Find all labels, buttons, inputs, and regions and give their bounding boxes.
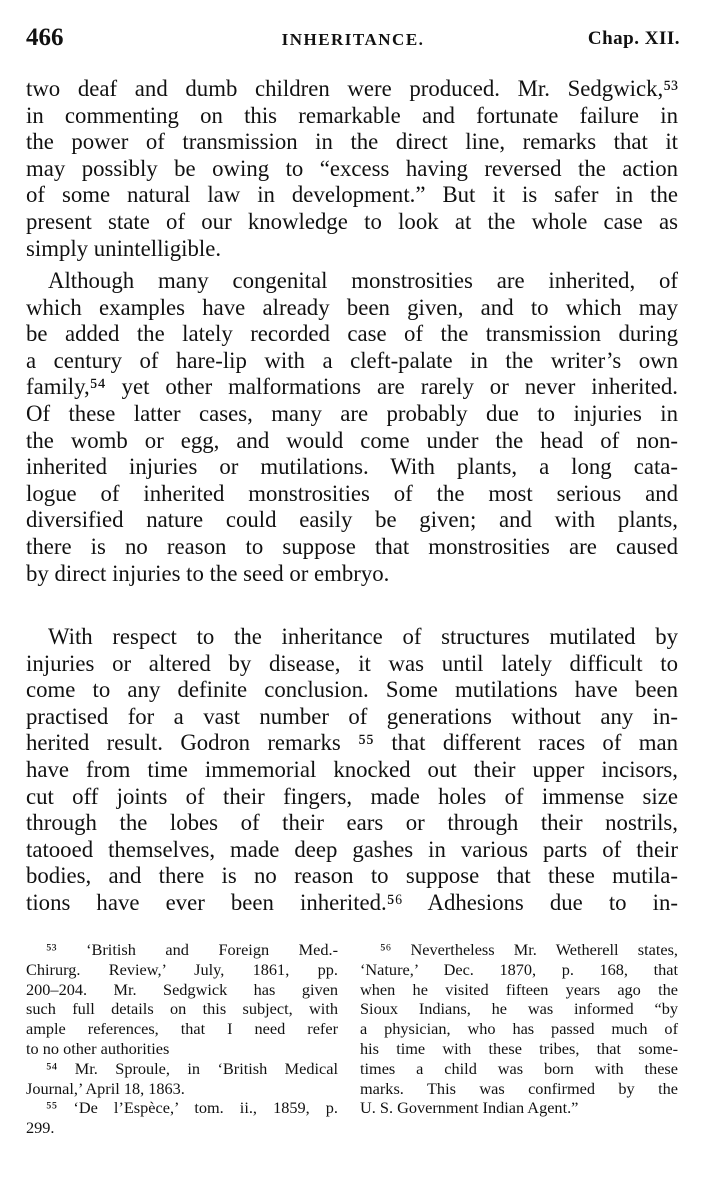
text-line: may possibly be owing to “excess having reversed the action xyxy=(26,155,678,181)
footnote-line: ⁵⁶ Nevertheless Mr. Wetherell states, xyxy=(380,940,678,959)
text-line: be added the lately recorded case of the transmission during xyxy=(26,321,678,347)
text-line: in commenting on this remarkable and fortunate failure in xyxy=(26,102,678,128)
text-line: have from time immemorial knocked out their upper incisors, xyxy=(26,756,678,782)
footnote-line: when he visited fifteen years ago the xyxy=(360,979,678,999)
footnote-line: to no other authorities xyxy=(26,1038,170,1058)
text-line: the womb or egg, and would come under the head of non- xyxy=(26,427,678,453)
footnotes-right-column xyxy=(360,940,678,1118)
text-line: the power of transmission in the direct line, remarks that it xyxy=(26,129,678,155)
text-line: tions have ever been inherited.⁵⁶ Adhesions due to in- xyxy=(26,889,678,915)
text-line: two deaf and dumb children were produced. Mr. Sedgwick,⁵³ xyxy=(26,76,678,101)
text-line: through the lobes of their ears or through their nostrils, xyxy=(26,810,678,836)
footnote-line: times a child was born with these xyxy=(360,1058,678,1078)
chapter-label: Chap. XII. xyxy=(587,28,680,49)
paragraph-1 xyxy=(26,76,678,262)
running-title: INHERITANCE. xyxy=(281,30,425,49)
text-line: of some natural law in development.” But it is safer in the xyxy=(26,182,678,208)
footnote-line: ⁵³ ‘British and Foreign Med.- xyxy=(46,940,338,959)
text-line: cut off joints of their fingers, made holes of immense size xyxy=(26,783,678,809)
footnotes xyxy=(26,940,678,1150)
paragraph-2 xyxy=(26,268,678,587)
text-line: a century of hare-lip with a cleft-palate in the writer’s own xyxy=(26,347,678,373)
text-line: present state of our knowledge to look at the whole case as xyxy=(26,208,678,234)
text-line: tatooed themselves, made deep gashes in various parts of their xyxy=(26,836,678,862)
footnote-line: marks. This was confirmed by the xyxy=(360,1078,678,1098)
running-head xyxy=(26,24,680,54)
footnote-line: 299. xyxy=(26,1118,55,1138)
page-number: 466 xyxy=(26,24,64,51)
text-line: by direct injuries to the seed or embryo. xyxy=(26,560,390,586)
text-line: Although many congenital monstrosities are inherited, of xyxy=(48,268,678,293)
paragraph-3 xyxy=(26,624,678,917)
text-line: come to any definite conclusion. Some mutilations have been xyxy=(26,677,678,703)
footnote-line: 200–204. Mr. Sedgwick has given xyxy=(26,979,338,999)
footnote-line: ample references, that I need refer xyxy=(26,1019,338,1039)
text-line: herited result. Godron remarks ⁵⁵ that different races of man xyxy=(26,730,678,756)
text-line: Of these latter cases, many are probably due to injuries in xyxy=(26,400,678,426)
footnote-line: Journal,’ April 18, 1863. xyxy=(26,1078,185,1098)
text-line: family,⁵⁴ yet other malformations are rarely or never inherited. xyxy=(26,374,678,400)
text-line: practised for a vast number of generations without any in- xyxy=(26,703,678,729)
footnote-line: Sioux Indians, he was informed “by xyxy=(360,999,678,1019)
footnote-line: such full details on this subject, with xyxy=(26,999,338,1019)
text-line: there is no reason to suppose that monstrosities are caused xyxy=(26,533,678,559)
footnote-line: U. S. Government Indian Agent.” xyxy=(360,1098,579,1118)
footnote-line: ⁵⁴ Mr. Sproule, in ‘British Medical xyxy=(46,1058,338,1078)
footnote-line: ⁵⁵ ‘De l’Espèce,’ tom. ii., 1859, p. xyxy=(46,1098,338,1118)
text-line: injuries or altered by disease, it was until lately difficult to xyxy=(26,650,678,676)
text-line: which examples have already been given, and to which may xyxy=(26,294,678,320)
text-line: logue of inherited monstrosities of the most serious and xyxy=(26,480,678,506)
text-line: inherited injuries or mutilations. With plants, a long cata- xyxy=(26,454,678,480)
text-line: bodies, and there is no reason to suppose that these mutila- xyxy=(26,863,678,889)
text-line: simply unintelligible. xyxy=(26,235,222,261)
text-line: diversified nature could easily be given; and with plants, xyxy=(26,507,678,533)
footnote-line: ‘Nature,’ Dec. 1870, p. 168, that xyxy=(360,959,678,979)
footnote-line: his time with these tribes, that some- xyxy=(360,1038,678,1058)
text-line: With respect to the inheritance of structures mutilated by xyxy=(48,624,678,649)
footnote-line: a physician, who has passed much of xyxy=(360,1019,678,1039)
footnote-line: Chirurg. Review,’ July, 1861, pp. xyxy=(26,959,338,979)
footnotes-left-column xyxy=(26,940,338,1138)
